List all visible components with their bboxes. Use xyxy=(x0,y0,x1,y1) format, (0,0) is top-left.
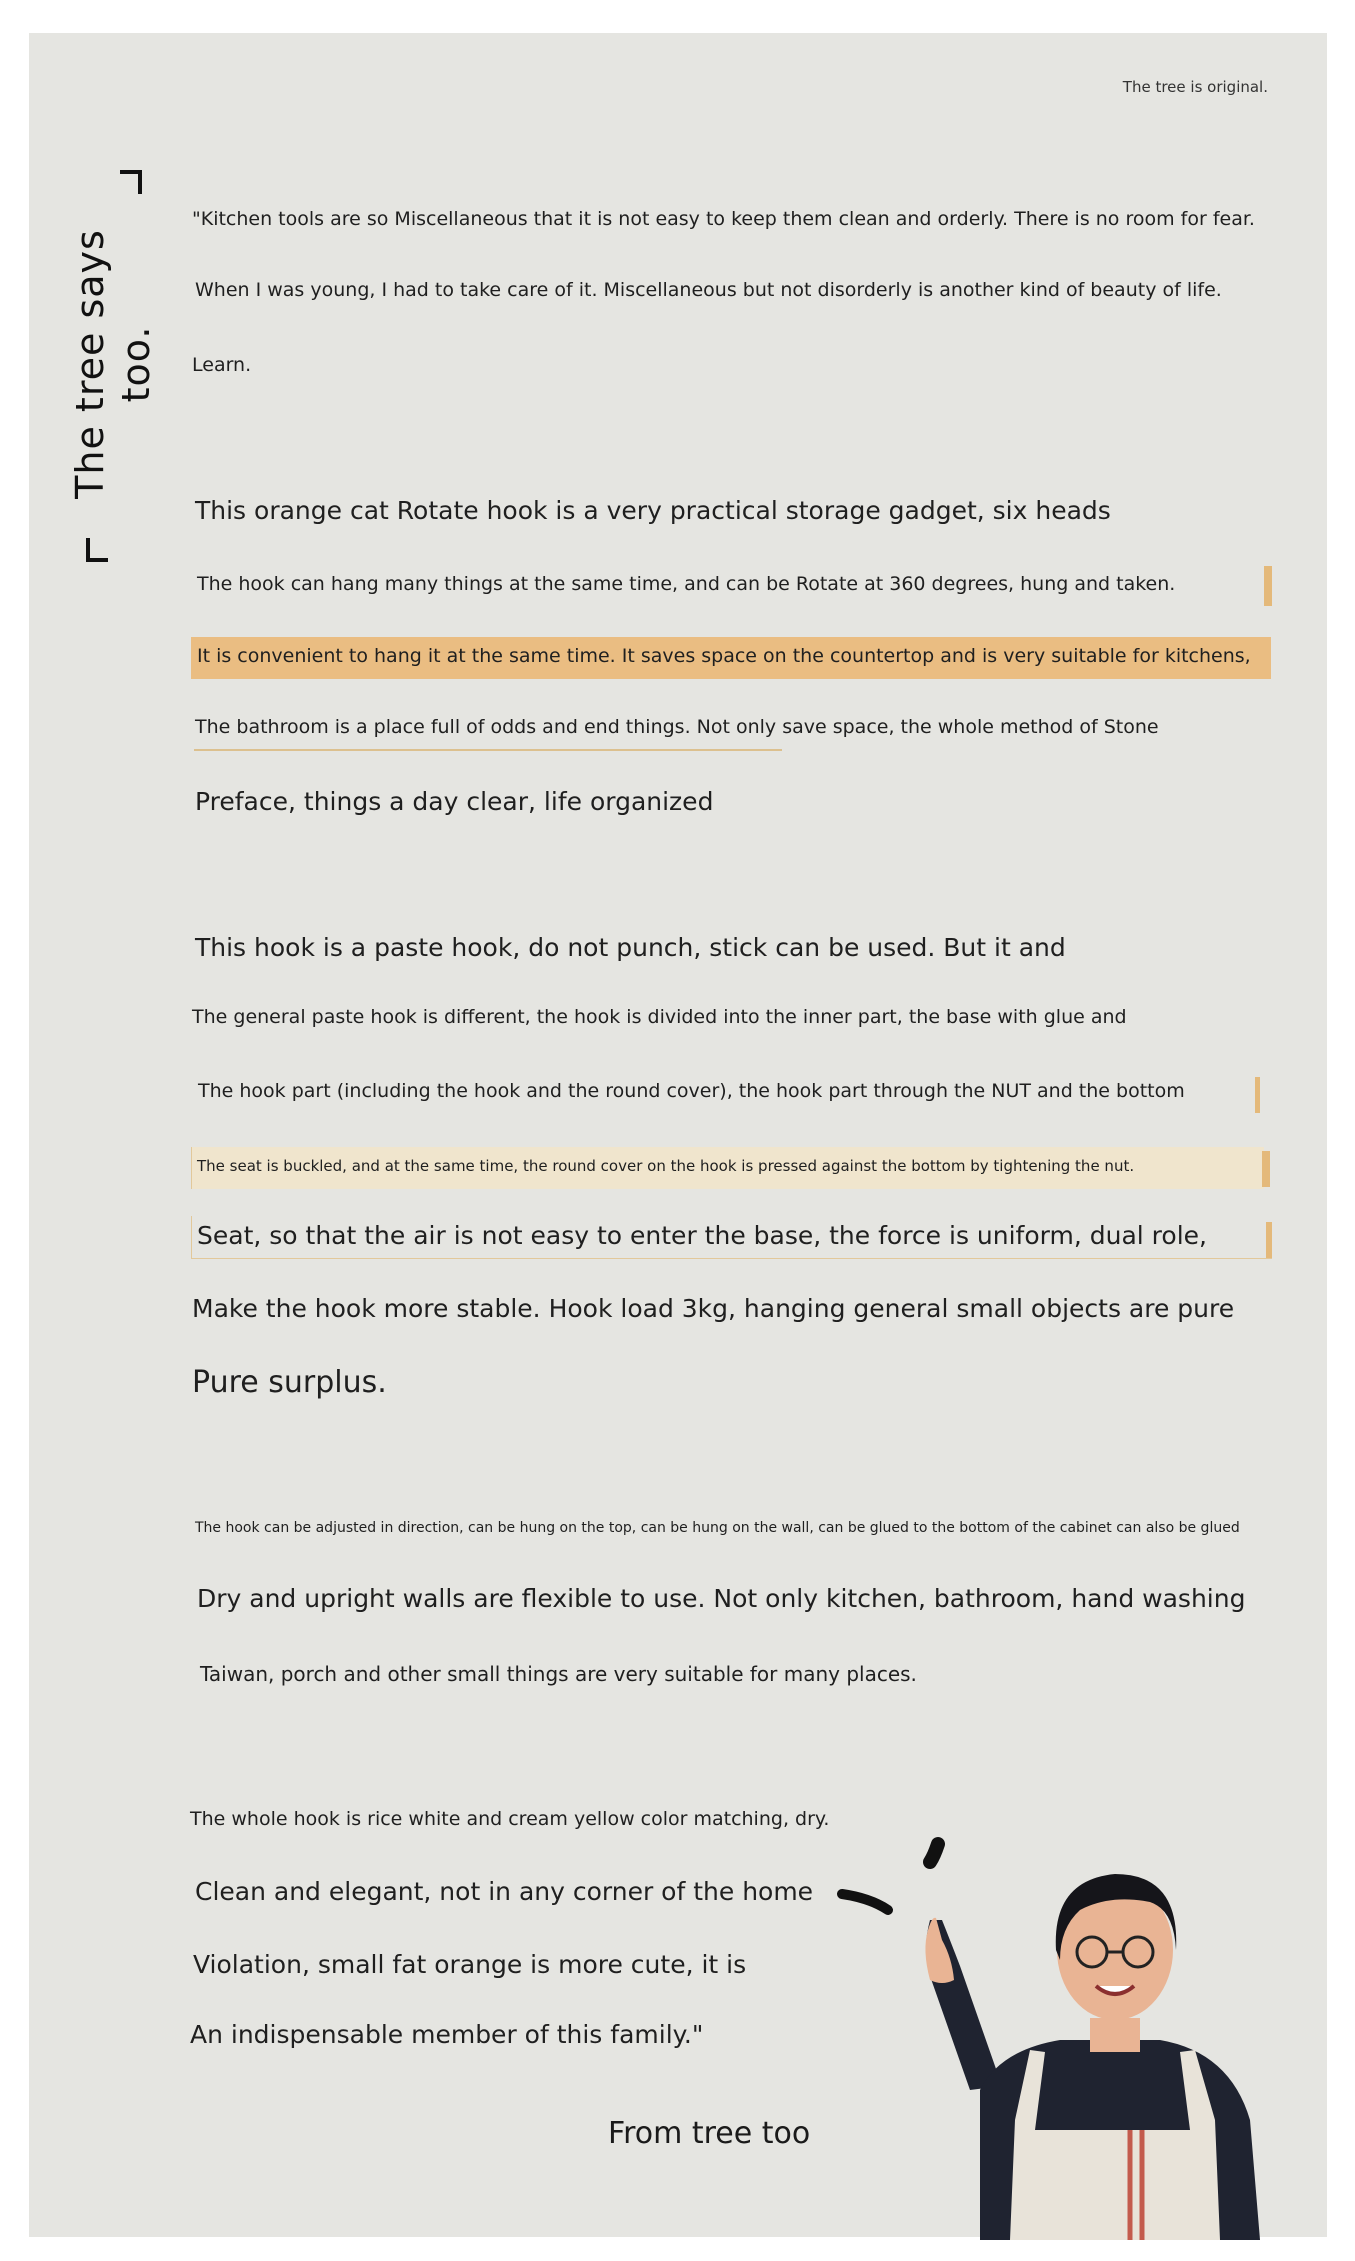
p3-line-1: This hook is a paste hook, do not punch, stick can be used. But it and xyxy=(195,933,1066,962)
side-title xyxy=(58,164,168,564)
highlight-tab xyxy=(1266,1222,1272,1258)
p1-line-2: When I was young, I had to take care of it. Miscellaneous but not disorderly is another kind of beauty of life. xyxy=(195,279,1222,301)
underline-accent xyxy=(194,749,782,751)
p3-line-5: Seat, so that the air is not easy to enter the base, the force is uniform, dual role, xyxy=(197,1221,1207,1250)
original-note: The tree is original. xyxy=(1122,78,1268,96)
emphasis-stroke-icon xyxy=(842,1894,888,1910)
p4-line-1: The hook can be adjusted in direction, can be hung on the top, can be hung on the wall, can be glued to the bottom of the cabinet can also be glued xyxy=(195,1520,1240,1536)
p5-line-2: Clean and elegant, not in any corner of the home xyxy=(195,1877,814,1906)
p3-line-6: Make the hook more stable. Hook load 3kg, hanging general small objects are pure xyxy=(192,1294,1235,1323)
p2-line-4: The bathroom is a place full of odds and end things. Not only save space, the whole method of Stone xyxy=(195,716,1159,738)
neck xyxy=(1090,2018,1140,2052)
title-bracket-bottom xyxy=(86,538,108,562)
p1-line-3: Learn. xyxy=(192,354,252,376)
p2-line-2: The hook can hang many things at the same time, and can be Rotate at 360 degrees, hung and taken. xyxy=(197,573,1176,595)
p2-line-5: Preface, things a day clear, life organized xyxy=(195,787,714,816)
emphasis-stroke-icon xyxy=(930,1844,938,1862)
p3-line-4: The seat is buckled, and at the same time, the round cover on the hook is pressed against the bottom by tightening the nut. xyxy=(197,1157,1135,1175)
p5-line-3: Violation, small fat orange is more cute, it is xyxy=(193,1950,747,1979)
highlight-tab xyxy=(1264,566,1272,606)
signature: From tree too xyxy=(608,2116,811,2151)
side-title-text: The tree says too. xyxy=(68,229,158,499)
person-illustration xyxy=(830,1790,1280,2240)
p5-line-4: An indispensable member of this family." xyxy=(190,2020,704,2049)
title-bracket-top xyxy=(120,170,142,194)
p3-line-3: The hook part (including the hook and the round cover), the hook part through the NUT and the bottom xyxy=(198,1080,1185,1102)
p1-line-1: "Kitchen tools are so Miscellaneous that it is not easy to keep them clean and orderly. There is no room for fear. xyxy=(192,208,1255,230)
p3-line-7: Pure surplus. xyxy=(192,1365,387,1400)
p5-line-1: The whole hook is rice white and cream yellow color matching, dry. xyxy=(190,1808,830,1830)
p4-line-3: Taiwan, porch and other small things are very suitable for many places. xyxy=(200,1662,917,1686)
highlight-tab xyxy=(1262,1151,1270,1187)
p2-line-3: It is convenient to hang it at the same time. It saves space on the countertop and is very suitable for kitchens, xyxy=(197,645,1251,667)
p2-line-1: This orange cat Rotate hook is a very practical storage gadget, six heads xyxy=(195,496,1111,525)
p3-line-2: The general paste hook is different, the hook is divided into the inner part, the base with glue and xyxy=(192,1006,1127,1028)
p4-line-2: Dry and upright walls are flexible to use. Not only kitchen, bathroom, hand washing xyxy=(197,1584,1246,1613)
highlight-tab xyxy=(1255,1077,1260,1113)
